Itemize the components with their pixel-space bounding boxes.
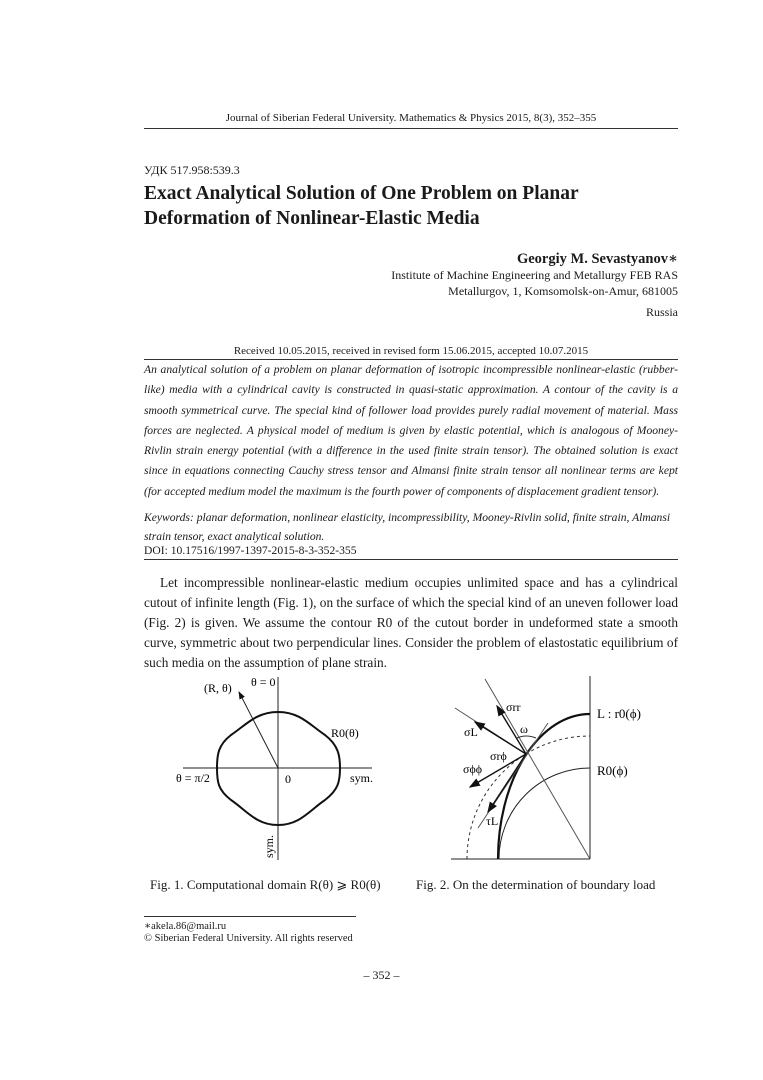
received-dates: Received 10.05.2015, received in revised form 15.06.2015, accepted 10.07.2015 <box>233 345 589 357</box>
affiliation-line: Metallurgov, 1, Komsomolsk-on-Amur, 681005 <box>448 284 678 298</box>
doi: DOI: 10.17516/1997-1397-2015-8-3-352-355 <box>144 544 357 557</box>
label-srphi: σrϕ <box>490 749 507 763</box>
label-sym-vertical: sym. <box>262 834 276 858</box>
label-sL: σL <box>464 725 478 739</box>
label-tauL: τL <box>486 814 499 828</box>
figure-1-caption: Fig. 1. Computational domain R(θ) ⩾ R0(θ) <box>150 877 381 892</box>
journal-header: Journal of Siberian Federal University. Mathematics & Physics 2015, 8(3), 352–355 <box>225 112 597 124</box>
affiliation-line: Russia <box>645 305 678 319</box>
contour-L <box>498 714 590 859</box>
radius-arrow <box>239 692 278 768</box>
footnote-email: ∗akela.86@mail.ru <box>144 921 227 932</box>
title-line: Deformation of Nonlinear-Elastic Media <box>144 208 480 229</box>
label-omega: ω <box>520 722 528 736</box>
label-sym-horizontal: sym. <box>350 771 374 785</box>
abstract: An analytical solution of a problem on planar deformation of isotropic incompressible nonlinear-elastic (rubber-like) media with a cylindrical cavity is constructed in quasi-static approximation. A contour of the cavity is a smooth symmetrical curve. The special kind of follower load provides purely radial movement of material. Mass forces are neglected. A physical model of medium is given by elastic potential, which is analogous of Mooney-Rivlin strain energy potential (with a difference in the used finite strain tensor). The obtained solution is exact since in equations connecting Cauchy stress tensor and Almansi finite strain tensor all nonlinear terms are kept (for accepted medium model the maximum is the fourth power of components of displacement gradient tensor). <box>144 363 678 498</box>
affiliation-line: Institute of Machine Engineering and Metallurgy FEB RAS <box>391 268 678 282</box>
label-R0: R0(ϕ) <box>597 763 628 778</box>
label-theta-pi2: θ = π/2 <box>176 771 210 785</box>
title-line: Exact Analytical Solution of One Problem on Planar <box>144 183 579 204</box>
label-contour: R0(θ) <box>331 726 359 740</box>
author: Georgiy M. Sevastyanov∗ <box>516 251 678 267</box>
page-number: – 352 – <box>363 968 400 982</box>
label-point: (R, θ) <box>204 681 232 695</box>
label-origin: 0 <box>285 772 291 786</box>
figure-2 <box>451 676 641 859</box>
figure-2-caption: Fig. 2. On the determination of boundary load <box>416 877 656 892</box>
angle-omega-arc <box>517 736 536 738</box>
footnote-copyright: © Siberian Federal University. All rights reserved <box>144 933 353 944</box>
label-L: L : r0(ϕ) <box>597 706 641 721</box>
label-sphiphi: σϕϕ <box>463 762 483 776</box>
udk-code: УДК 517.958:539.3 <box>144 163 240 177</box>
keywords: Keywords: planar deformation, nonlinear elasticity, incompressibility, Mooney-Rivlin solid, finite strain, Almansi strain tensor, exact analytical solution. <box>144 511 671 543</box>
label-srr: σrr <box>506 700 521 714</box>
footnote-rule <box>144 916 356 917</box>
label-theta0: θ = 0 <box>251 675 276 689</box>
body-paragraph: Let incompressible nonlinear-elastic medium occupies unlimited space and has a cylindrical cutout of infinite length (Fig. 1), on the surface of which the special kind of an uneven follower load (Fig. 2) is given. We assume the contour R0 of the cutout border in undeformed state a smooth curve, symmetric about two perpendicular lines. Consider the problem of elastostatic equilibrium of such media on the assumption of plane strain. <box>144 575 678 670</box>
